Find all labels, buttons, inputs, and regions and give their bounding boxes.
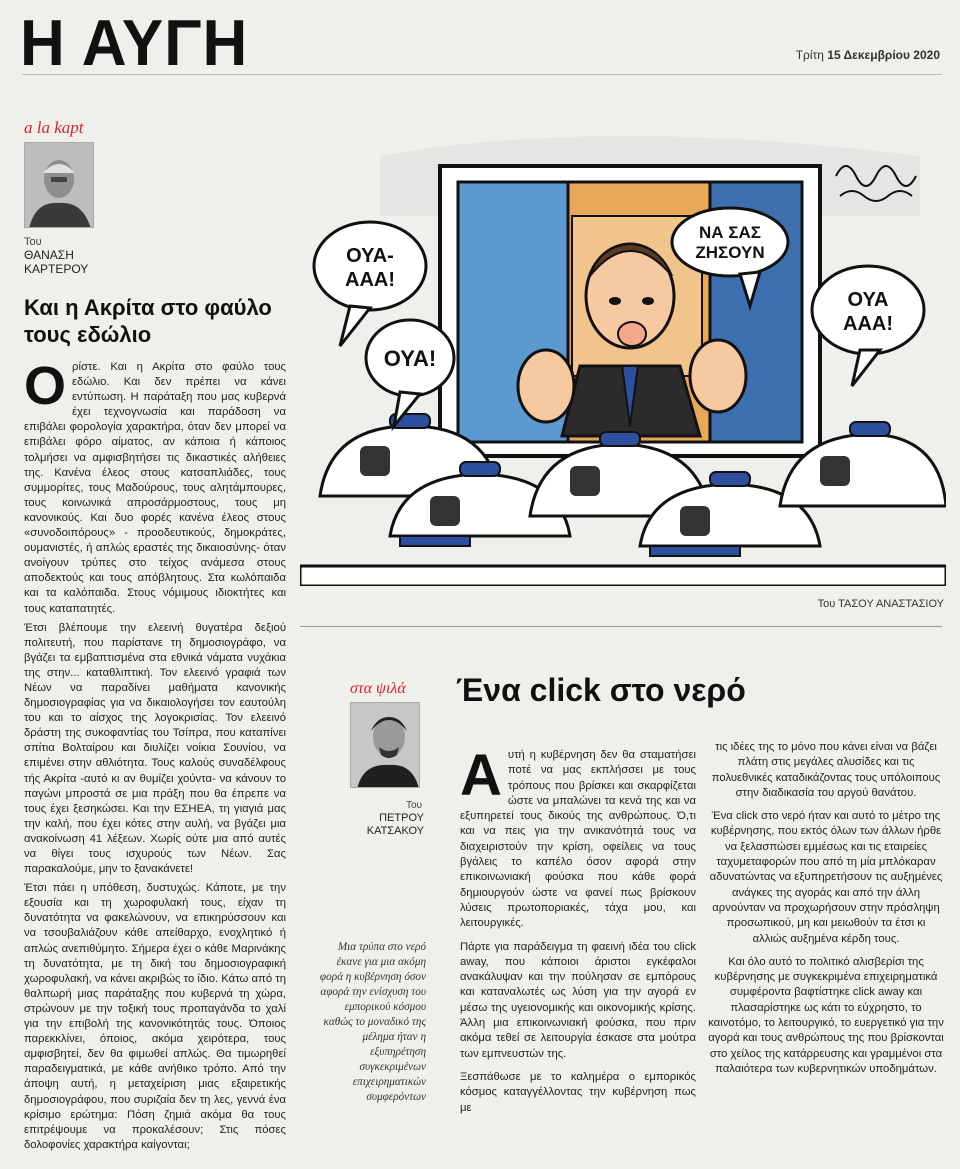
article2-byline-prefix: Του [405, 800, 422, 811]
article1-body [24, 356, 286, 1157]
editorial-cartoon [300, 96, 946, 586]
article2-column-2 [708, 740, 944, 1085]
article2-headline: Ένα click στο νερό [456, 672, 746, 708]
issue-date-value: 15 Δεκεμβρίου 2020 [827, 48, 940, 62]
article1-paragraph [24, 356, 286, 617]
article2-paragraph: Ξεσπάθωσε με το καλημέρα ο εμπορικός κόσμος καταγγέλλοντας την κυβέρνηση πως με [460, 1070, 696, 1114]
article1-dropcap: Ο [24, 356, 67, 416]
article1-headline: Και η Ακρίτα στο φαύλο τους εδώλιο [24, 295, 272, 347]
cartoon-bubble-4: ΟΥΑ [847, 289, 889, 311]
svg-text:ΖΗΣΟΥΝ: ΖΗΣΟΥΝ [695, 243, 765, 262]
article2-pullquote: Μια τρύπα στο νερό έκανε για μια ακόμη φορά η κυβέρνηση όσον αφορά την ενίσχυση του εμπορικού κόσμου καθώς το μοναδικό της μέλημα ήταν η εξυπηρέτηση συγκεκριμένων επιχειρηματικών συμφερόντων [319, 941, 426, 1103]
issue-day: Τρίτη [795, 48, 824, 62]
article2-paragraph: Και όλο αυτό το πολιτικό αλισβερίσι της κυβέρνησης με συγκεκριμένα επιχειρηματικά συμφέροντα βαφτίστηκε click away και πλασαρίστηκε ως κάτι το εύχρηστο, το καινοτόμο, το λειτουργικό, το ευεργετικό για την αγορά και τους ανθρώπους της που βρίσκονται στο χείλος της κατάρρευσης και γραμμένοι στα παλαιότερα των κυβερνητικών υποδημάτων. [708, 955, 944, 1075]
section-divider [300, 626, 942, 627]
svg-text:ΑΑΑ!: ΑΑΑ! [843, 313, 893, 335]
cartoon-bubble-2: ΟΥΑ! [383, 346, 437, 371]
issue-date [796, 48, 940, 62]
article1-byline-prefix: Του [24, 236, 42, 248]
article2-paragraph [460, 743, 696, 932]
author1-photo [24, 142, 94, 228]
article2-column-1 [460, 743, 696, 1124]
article1-paragraph: Έτσι βλέπουμε την ελεεινή θυγατέρα δεξιού πολιτευτή, που παρίστανε τη δημοσιογράφο, να βγάζει τα εμβαπτισμένα στα εθνικά νάματα νυχάκια της στην... καταθλιπτική. Τον ελεεινό γραφιά των Νέων να παραδίνει μαθήματα κανονικής δημοσιογραφίας για να δικαιολογήσει τον εαυτούλη του και το αίσχος της λογοκρισίας. Τον ελεεινό δράστη της συκοφαντίας του Τσίπρα, που καταπίνει σπίτια Βολταίρου και διυλίζει νοίκια Σουνίου, να επιμένει στην αθλιότητα. Τους καλούς συναδέλφους τής Ακρίτα -αυτό κι αν θυμίζει χούντα- να κάνουν το παγώνι μπροστά σε μια πράξη που θα έπρεπε να τους έχει ξεσηκώσει. Και την ΕΣΗΕΑ, τη γιαγιά μας την καλή, που έχει κότες στην αυλή, να βγάζει μια ανακοίνωση 41 λέξεων. Χωρίς ούτε μια από αυτές να θίγει τους ισχυρούς των Νέων. Σας παρακαλούμε, μην το ξανακάνετε! [24, 621, 286, 876]
article2-paragraph-text: υτή η κυβέρνηση δεν θα σταματήσει ποτέ να μας εκπλήσσει με τους τρόπους που βρίσκει και σκαρφίζεται ώστε να μπαλώνει τα κενά της και να εξυπηρετεί τους δικούς της ανθρώπους. Ό,τι και να πεις για την ανικανότητά τους να διαχειριστούν την κρίση, οφείλεις να τους βγάλεις το καπέλο όσον αφορά στην επικοινωνιακή φούσκα που κάθε φορά δημιουργούν ώστε να φανεί πως βρίσκουν λύσεις πρωτοποριακές, τάχα μου, και λειτουργικές. [460, 749, 696, 930]
header-divider [22, 74, 942, 75]
article1-paragraph: Έτσι πάει η υπόθεση, δυστυχώς. Κάποτε, με την εξουσία και τη χωροφυλακή τους, είχαν τη δυνατότητα να φακελώνουν, να επικηρύσσουν και να τσουβαλιάζουν κάθε απείθαρχο, ενοχλητικό ή απλώς ανεπιθύμητο. Σήμερα έχει ο κάθε Μαρινάκης τη δυνατότητα, με τη δική του δημοσιογραφική χωροφυλακή, να κάνει ακριβώς το ίδιο. Κάτω από τη θαλπωρή μιας παράταξης που κυβερνά τη χώρα, στρώνουν με την τοξική τους προπαγάνδα το χαλί για την επιβολή της κανονικότητάς τους. Όποιος παρεκκλίνει, όποιος, ακόμα χειρότερα, τους αμφισβητεί, δεν θα φιμωθεί απλώς. Θα τιμωρηθεί παραδειγματικά, με κάθε ανήθικο τρόπο. Από την άποψη αυτή, η μεταχείριση μιας εξαιρετικής δημοσιογράφου, που συριζαία δεν τη λες, γεννά ένα κρίσιμο ερώτημα: Πόση ζημιά ακόμα θα τους επιτρέψουμε να προκαλέσουν; Στις πόσες δολοφονίες χαρακτήρα καίγονται; [24, 882, 286, 1151]
article2-dropcap: Α [460, 743, 502, 808]
svg-text:ΑΑΑ!: ΑΑΑ! [345, 269, 395, 291]
cartoon-bubble-1: ΟΥΑ- [346, 245, 394, 267]
cartoon-credit: Του ΤΑΣΟΥ ΑΝΑΣΤΑΣΙΟΥ [817, 598, 944, 610]
article1-kicker: a la kapt [24, 118, 84, 137]
article1-paragraph-text: ρίστε. Και η Ακρίτα στο φαύλο τους εδώλιο. Και δεν πρέπει να κάνει εντύπωση. Η παράταξη που μας κυβερνά έχει τεχνογνωσία και παράδοση να επιβάλει φορολογία χαρακτήρα, όταν δεν μπορεί να επιβάλει φόρο αίματος, αν κάποια ή κάποιος τολμήσει να αμφισβητήσει τις δικαστικές αλήθειες της. Κανένα έλεος στους κατσαπλιάδες, τους συμμορίτες, τους Μαδούρους, τους αλητάμπουρες, τους κοινωνικά απροσάρμοστους, τους μη κανονικούς. Και δυο φορές κανένα έλεος στους «συνοδοιπόρους» - προοδευτικούς, δημοκράτες, ουμανιστές, ή απλώς εραστές της δικαιοσύνης- όταν ανοίγουν τρύπες στο τείχος ανάμεσα στους αποδεκτούς και τους απόβλητους. Στα κωλόπαιδα και τα καλόπαιδα. Στους νόμιμους ιδιοκτήτες και τους καταπατητές. [24, 361, 286, 615]
article1-author: ΘΑΝΑΣΗ ΚΑΡΤΕΡΟΥ [24, 248, 89, 276]
article2-author: ΠΕΤΡΟΥ ΚΑΤΣΑΚΟΥ [366, 812, 424, 837]
masthead-logo: Η ΑΥΓΗ [20, 7, 249, 80]
author2-photo [350, 702, 420, 788]
article2-paragraph: Ένα click στο νερό ήταν και αυτό το μέτρο της κυβέρνησης, που εκτός όλων των άλλων ήρθε να ξελασπώσει εμμέσως και τις εταιρείες ταχυμεταφορών που από τη μία μπλόκαραν αδυνατώντας να εξυπηρετήσουν τις αυξημένες ανάγκες της αγοράς και από την άλλη αρνούνταν να προχωρήσουν στην πρόσληψη προσωπικού, μη και μειωθούν τα έτσι κι αλλιώς αυξημένα κέρδη τους. [709, 810, 943, 945]
article2-paragraph: Πάρτε για παράδειγμα τη φαεινή ιδέα του click away, που κάποιοι άριστοι εγκέφαλοι ανακάλυψαν και την πούλησαν σε εμπόρους και καταναλωτές ως λύση για την αγορά εν μέσω της υγειονομικής και οικονομικής κρίσης. Άλλη μια επικοινωνιακή φούσκα, που πριν ακόμα τεθεί σε λειτουργία έσκασε στα μούτρα των εμπνευστών της. [460, 940, 696, 1060]
article2-paragraph: τις ιδέες της το μόνο που κάνει είναι να βάζει πλάτη στις μεγάλες αλυσίδες και τις πολυεθνικές καταδικάζοντας τους υπόλοιπους στην διαδικασία του αργού θανάτου. [711, 741, 941, 799]
article2-kicker: στα ψιλά [350, 680, 406, 697]
article1-header [24, 118, 286, 348]
cartoon-bubble-3: ΝΑ ΣΑΣ [699, 223, 761, 242]
